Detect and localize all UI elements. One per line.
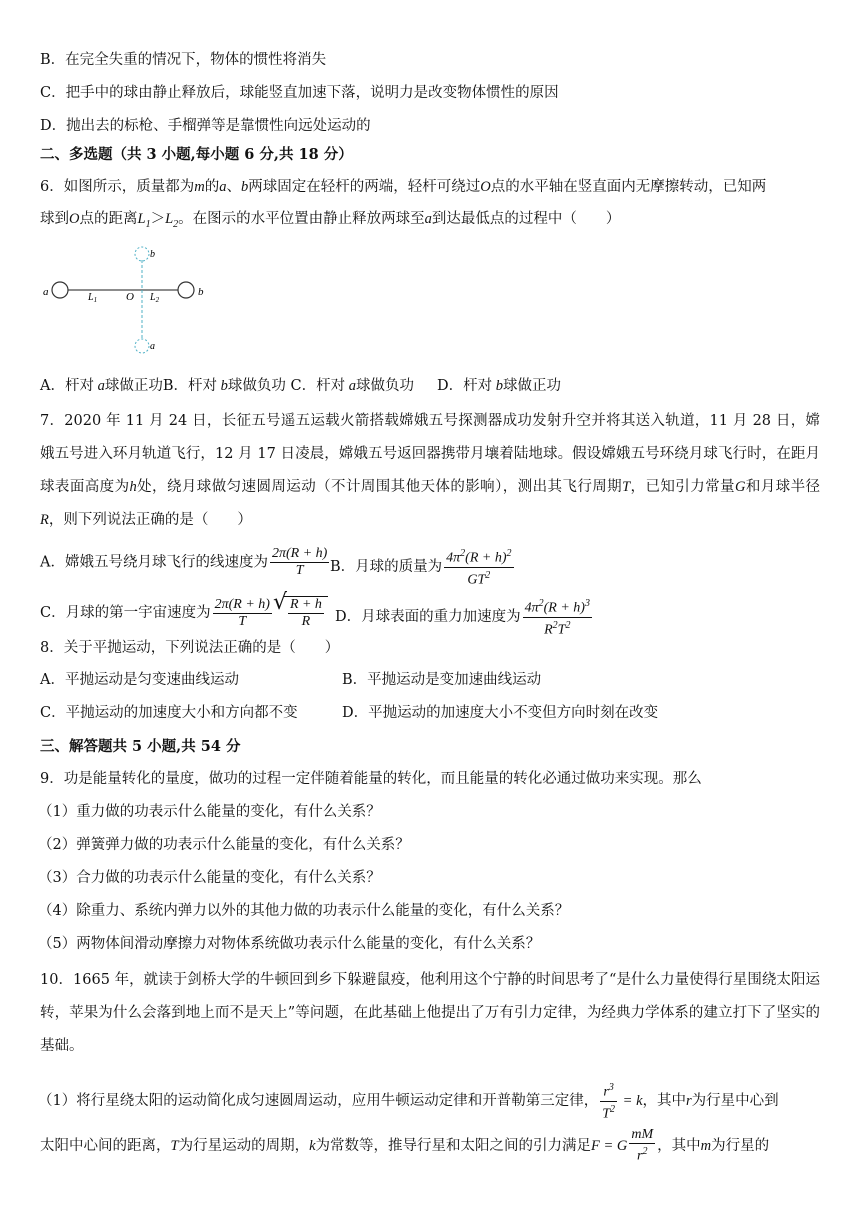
q6-options: A．杆对 a球做正功B．杆对 b球做负功 C．杆对 a球做负功 D．杆对 b球做正功 <box>40 378 562 394</box>
q8-option-c: C．平抛运动的加速度大小和方向都不变 <box>40 705 298 721</box>
lever-diagram <box>40 238 220 358</box>
q8-option-b: B．平抛运动是变加速曲线运动 <box>342 672 542 688</box>
q10-part-1-line1: （1）将行星绕太阳的运动简化成匀速圆周运动，应用牛顿运动定律和开普勒第三定律， $\frac{r^3}{T^2}$ = k，其中r为行星中心到 <box>38 1082 779 1122</box>
q7-stem: 7．2020 年 11 月 24 日，长征五号遥五运载火箭搭载嫦娥五号探测器成功发射升空并将其送入轨道，11 月 28 日，嫦娥五号进入环月轨道飞行，12 月 17 日凌晨，嫦娥五号返回器携带月壤着陆地球。假设嫦娥五号环绕月球飞行时，在距月球表面高度为h处，绕月球做匀速圆周运动（不计周围其他天体的影响），测出其飞行周期T，已知引力常量G和月球半径R，则下列说法正确的是（ ） <box>40 413 821 528</box>
ball-a-dashed <box>135 339 149 353</box>
q9-part-5: （5）两物体间滑动摩擦力对物体系统做功表示什么能量的变化，有什么关系？ <box>38 936 541 952</box>
q9-part-3: （3）合力做的功表示什么能量的变化，有什么关系？ <box>38 870 381 886</box>
q7-option-c: C．月球的第一宇宙速度为 $\frac{2\pi(R + h)}{T}$ √ $\frac{R + h}{R}$ <box>40 596 328 630</box>
label-L2: $L_2$ <box>150 292 160 304</box>
label-O: O <box>126 291 134 303</box>
q9-stem: 9．功是能量转化的量度，做功的过程一定伴随着能量的转化，而且能量的转化必通过做功来实现。那么 <box>40 771 702 787</box>
q8-option-a: A．平抛运动是匀变速曲线运动 <box>40 672 239 688</box>
q5-option-d: D．抛出去的标枪、手榴弹等是靠惯性向远处运动的 <box>40 118 371 134</box>
q5-option-b: B．在完全失重的情况下，物体的惯性将消失 <box>40 52 327 68</box>
ball-a <box>52 282 68 298</box>
q8-option-d: D．平抛运动的加速度大小不变但方向时刻在改变 <box>342 705 659 721</box>
q9-part-2: （2）弹簧弹力做的功表示什么能量的变化，有什么关系？ <box>38 837 410 853</box>
ball-b-dashed <box>135 247 149 261</box>
section-2-title: 二、多选题（共 3 小题,每小题 6 分,共 18 分） <box>40 146 353 163</box>
label-b-top: b <box>150 249 155 260</box>
q6-stem-line1: 6．如图所示，质量都为m的a、b两球固定在轻杆的两端，轻杆可绕过O点的水平轴在竖直面内无摩擦转动，已知两 <box>40 179 767 195</box>
q7-option-d: D．月球表面的重力加速度为 $\frac{4\pi^2(R + h)^3}{R^2T^2}$ <box>335 598 590 638</box>
q7-option-b: B．月球的质量为 $\frac{4\pi^2(R + h)^2}{GT^2}$ <box>330 548 512 588</box>
label-L1: $L_1$ <box>88 292 98 304</box>
q6-stem-line2: 球到O点的距离$L_1>L_2$。在图示的水平位置由静止释放两球至a到达最低点的过程中（ ） <box>40 211 621 230</box>
q9-part-1: （1）重力做的功表示什么能量的变化，有什么关系？ <box>38 804 381 820</box>
label-a-bottom: a <box>150 341 155 352</box>
q10-part-1-line2: 太阳中心间的距离，T为行星运动的周期，k为常数等，推导行星和太阳之间的引力满足F = G $\frac{mM}{r^2}$ ，其中m为行星的 <box>40 1127 770 1164</box>
label-b-right: b <box>198 286 204 298</box>
q9-part-4: （4）除重力、系统内弹力以外的其他力做的功表示什么能量的变化，有什么关系？ <box>38 903 570 919</box>
section-3-title: 三、解答题共 5 小题,共 54 分 <box>40 738 241 755</box>
q5-option-c: C．把手中的球由静止释放后，球能竖直加速下落，说明力是改变物体惯性的原因 <box>40 85 559 101</box>
ball-b <box>178 282 194 298</box>
q10-stem: 10．1665 年，就读于剑桥大学的牛顿回到乡下躲避鼠疫，他利用这个宁静的时间思考了“是什么力量使得行星围绕太阳运转，苹果为什么会落到地上而不是天上”等问题，在此基础上他提出了万有引力定律，为经典力学体系的建立打下了坚实的基础。 <box>40 972 820 1054</box>
q7-option-a: A．嫦娥五号绕月球飞行的线速度为 $\frac{2\pi(R + h)}{T}$ <box>40 546 328 578</box>
label-a-left: a <box>43 286 49 298</box>
q8-stem: 8．关于平抛运动，下列说法正确的是（ ） <box>40 640 340 656</box>
